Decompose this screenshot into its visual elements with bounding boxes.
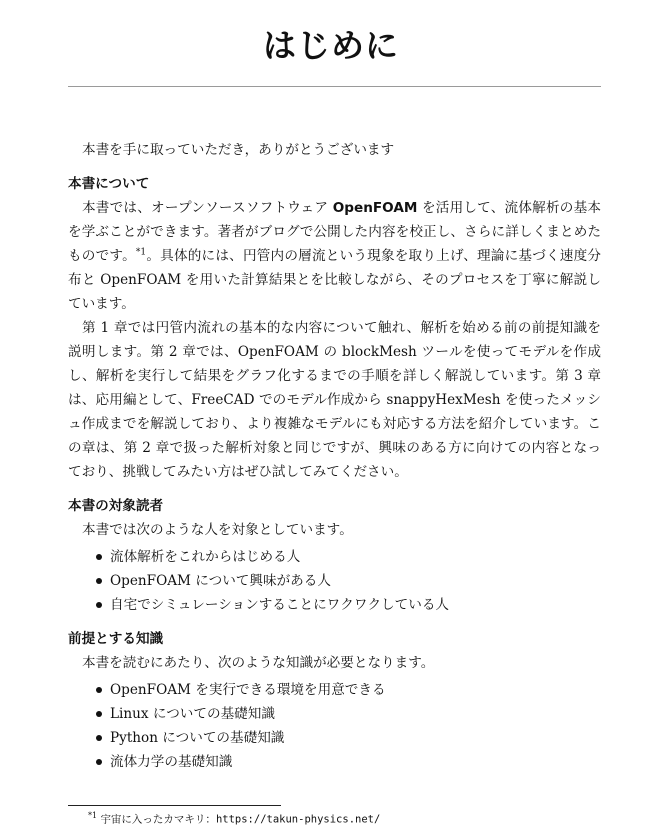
bullet-icon xyxy=(96,554,102,560)
list-item xyxy=(96,545,601,569)
bullet-icon xyxy=(96,578,102,584)
footnote-link[interactable]: https://takun-physics.net/ xyxy=(215,813,381,826)
section-heading-prereq: 前提とする知識 xyxy=(68,631,164,647)
section-heading-audience: 本書の対象読者 xyxy=(68,498,164,514)
about-paragraph-1 xyxy=(68,196,601,316)
about-p1-text-a: 本書では、オープンソースソフトウェア xyxy=(82,200,333,216)
bullet-icon xyxy=(96,711,102,717)
about-paragraph-2: 第 1 章では円管内流れの基本的な内容について触れ、解析を始める前の前提知識を説明します。第 2 章では、OpenFOAM の blockMesh ツールを使ってモデルを作成し、解析を実行して結果をグラフ化するまでの手順を詳しく解説しています。第 3 章は、応用編として、FreeCAD でのモデル作成から snappyHexMesh を使ったメッシュ作成までを解説しており、より複雑なモデルにも対応する方法を紹介しています。この章は、第 2 章で扱った解析対象と同じですが、興味のある方に向けての内容となっており、挑戦してみたい方はぜひ試してみてください。 xyxy=(68,320,601,480)
list-item xyxy=(96,750,601,774)
bullet-icon xyxy=(96,687,102,693)
list-item xyxy=(96,593,601,617)
audience-list xyxy=(68,545,601,617)
footnote-mark: *1 xyxy=(88,811,98,820)
prereq-lead: 本書を読むにあたり、次のような知識が必要となります。 xyxy=(82,655,435,671)
list-item-text: 流体力学の基礎知識 xyxy=(110,754,233,770)
prereq-list xyxy=(68,678,601,774)
list-item-text: 流体解析をこれからはじめる人 xyxy=(110,549,301,565)
section-heading-about: 本書について xyxy=(68,176,150,192)
about-p1-text-c: 。具体的には、円管内の層流という現象を取り上げ、理論に基づく速度分布と OpenFOAM を用いた計算結果とを比較しながら、そのプロセスを丁寧に解説しています。 xyxy=(68,248,601,312)
list-item xyxy=(96,569,601,593)
product-name: OpenFOAM xyxy=(332,200,418,216)
list-item xyxy=(96,678,601,702)
list-item-text: Linux についての基礎知識 xyxy=(110,706,275,722)
title-divider xyxy=(68,86,601,87)
footnote xyxy=(88,808,380,828)
intro-text: 本書を手に取っていただき，ありがとうございます xyxy=(82,142,395,158)
list-item-text: Python についての基礎知識 xyxy=(110,730,285,746)
list-item-text: 自宅でシミュレーションすることにワクワクしている人 xyxy=(110,597,450,613)
main-content xyxy=(68,138,601,774)
page-title: はじめに xyxy=(263,26,399,66)
footnote-text: 宇宙に入ったカマキリ： xyxy=(100,813,216,826)
bullet-icon xyxy=(96,735,102,741)
about-p1-text-b: を活用して、流体解析の基本を学ぶことができます。著者がブログで公開した内容を校正し、さらに詳しくまとめたものです。 xyxy=(68,200,601,264)
bullet-icon xyxy=(96,602,102,608)
audience-lead: 本書では次のような人を対象としています。 xyxy=(82,522,353,538)
bullet-icon xyxy=(96,759,102,765)
list-item-text: OpenFOAM について興味がある人 xyxy=(110,573,331,589)
footnote-divider xyxy=(68,805,281,806)
list-item-text: OpenFOAM を実行できる環境を用意できる xyxy=(110,682,386,698)
footnote-ref[interactable]: *1 xyxy=(135,247,147,258)
list-item xyxy=(96,702,601,726)
list-item xyxy=(96,726,601,750)
